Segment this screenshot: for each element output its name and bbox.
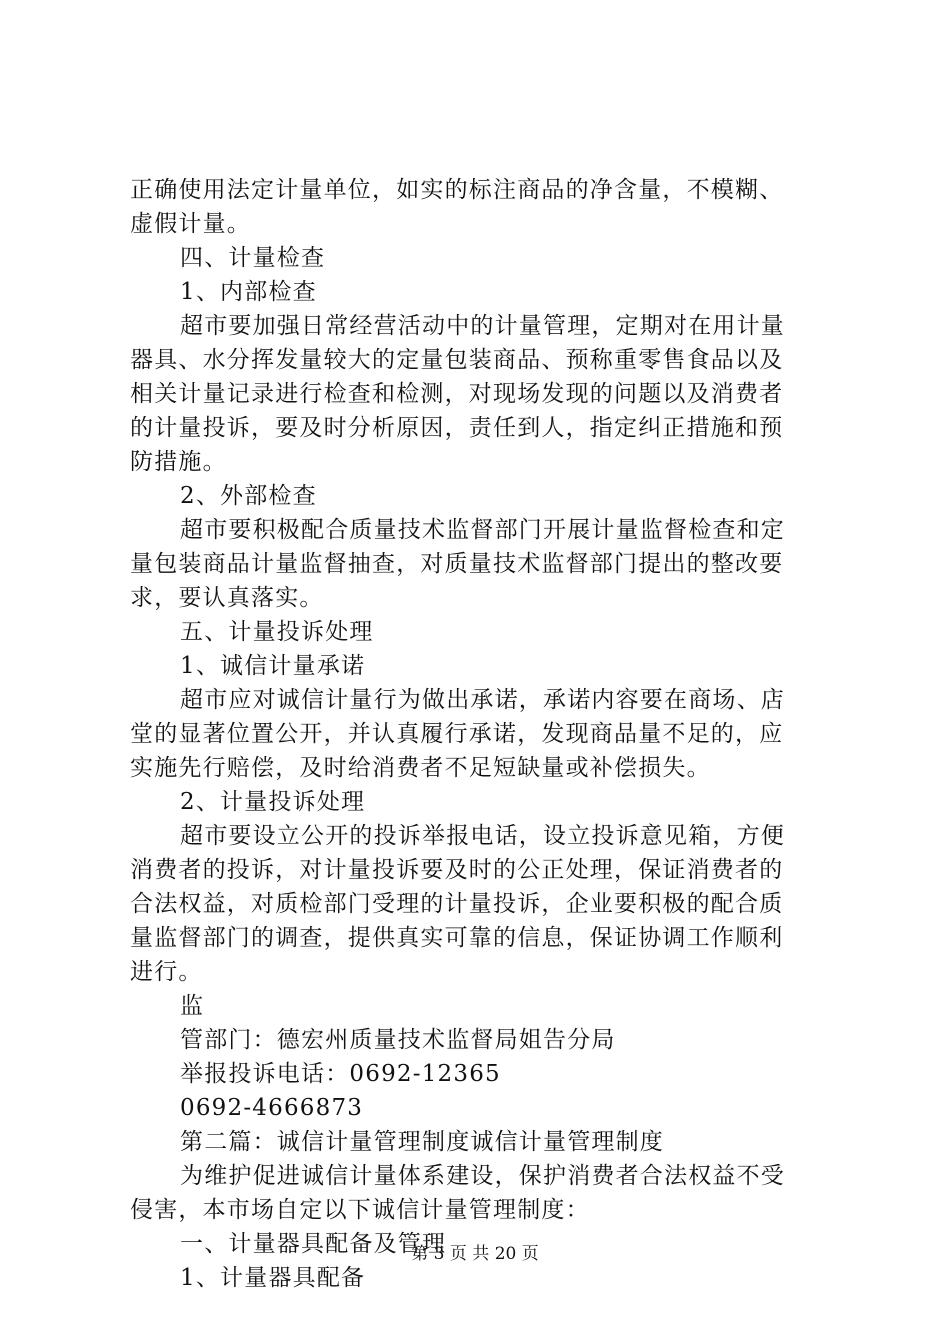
text-line: 0692-4666873 [180, 1095, 364, 1121]
text-line: 虚假计量。 [130, 211, 251, 237]
text-line: 超市要积极配合质量技术监督部门开展计量监督检查和定 [180, 517, 785, 543]
subsection-heading: 2、计量投诉处理 [180, 789, 366, 815]
text-line: 器具、水分挥发量较大的定量包装商品、预称重零售食品以及 [130, 347, 784, 373]
subsection-heading: 1、计量器具配备 [180, 1265, 366, 1291]
chapter-heading: 第二篇：诚信计量管理制度诚信计量管理制度 [180, 1129, 664, 1155]
text-line: 的计量投诉，要及时分析原因，责任到人，指定纠正措施和预 [130, 415, 784, 441]
page-number-footer: 第 3 页 共 20 页 [411, 1244, 539, 1264]
text-line: 正确使用法定计量单位，如实的标注商品的净含量，不模糊、 [130, 177, 784, 203]
section-heading: 四、计量检查 [180, 245, 326, 271]
text-line: 举报投诉电话：0692-12365 [180, 1061, 501, 1087]
text-line: 为维护促进诚信计量体系建设，保护消费者合法权益不受 [180, 1163, 785, 1189]
text-line: 消费者的投诉，对计量投诉要及时的公正处理，保证消费者的 [130, 857, 784, 883]
subsection-heading: 2、外部检查 [180, 483, 317, 509]
text-line: 堂的显著位置公开，并认真履行承诺，发现商品量不足的，应 [130, 721, 784, 747]
text-line: 实施先行赔偿，及时给消费者不足短缺量或补偿损失。 [130, 755, 711, 781]
text-line: 监 [180, 993, 205, 1019]
text-line: 相关计量记录进行检查和检测，对现场发现的问题以及消费者 [130, 381, 784, 407]
text-line: 超市要设立公开的投诉举报电话，设立投诉意见箱，方便 [180, 823, 785, 849]
text-line: 合法权益，对质检部门受理的计量投诉，企业要积极的配合质 [130, 891, 784, 917]
text-line: 进行。 [130, 959, 203, 985]
section-heading: 一、计量器具配备及管理 [180, 1231, 447, 1257]
document-body [130, 173, 830, 1295]
subsection-heading: 1、诚信计量承诺 [180, 653, 366, 679]
text-line: 超市要加强日常经营活动中的计量管理，定期对在用计量 [180, 313, 785, 339]
subsection-heading: 1、内部检查 [180, 279, 317, 305]
section-heading: 五、计量投诉处理 [180, 619, 374, 645]
text-line: 侵害，本市场自定以下诚信计量管理制度： [130, 1197, 590, 1223]
text-line: 量包装商品计量监督抽查，对质量技术监督部门提出的整改要 [130, 551, 784, 577]
text-line: 管部门：德宏州质量技术监督局姐告分局 [180, 1027, 616, 1053]
text-line: 防措施。 [130, 449, 227, 475]
text-line: 超市应对诚信计量行为做出承诺，承诺内容要在商场、店 [180, 687, 785, 713]
text-line: 求，要认真落实。 [130, 585, 324, 611]
text-line: 量监督部门的调查，提供真实可靠的信息，保证协调工作顺利 [130, 925, 784, 951]
